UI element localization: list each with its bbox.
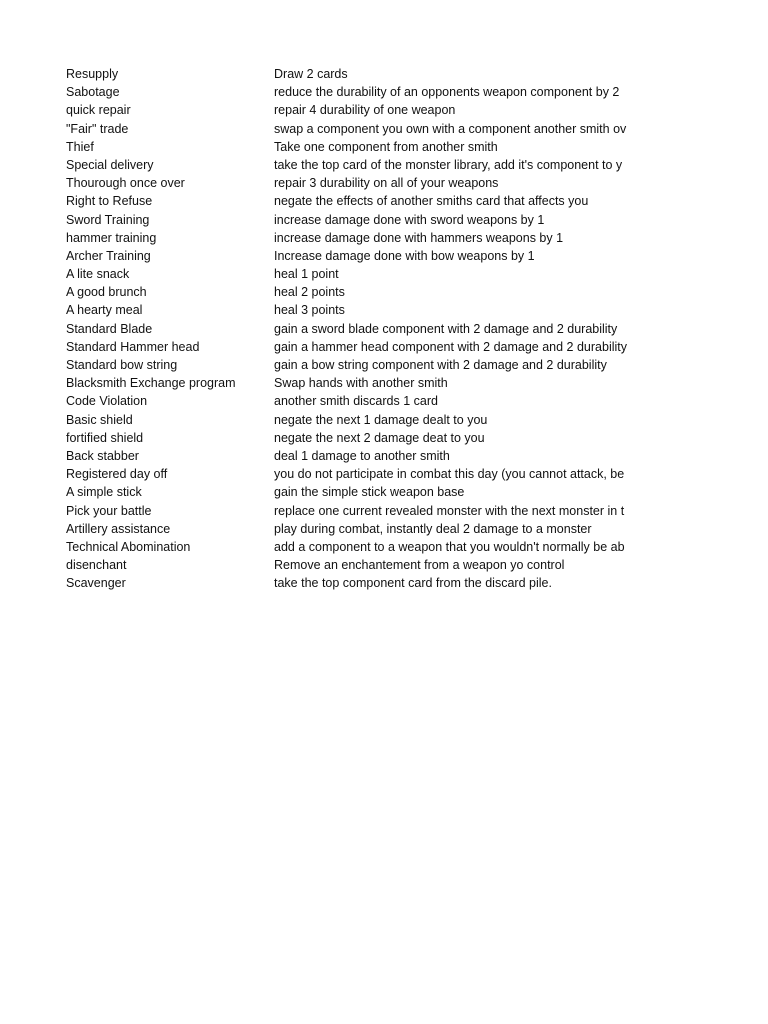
card-name: Resupply — [66, 67, 119, 81]
card-name: Basic shield — [66, 412, 133, 427]
card-name: Back stabber — [66, 448, 139, 463]
table-row — [66, 211, 646, 229]
card-name: Thief — [66, 139, 94, 154]
card-name: disenchant — [66, 558, 127, 573]
table-row — [66, 301, 646, 319]
card-effect: play during combat, instantly deal 2 damage to a monster — [274, 521, 592, 536]
card-effect: negate the effects of another smiths card that affects you — [274, 194, 589, 209]
card-name: fortified shield — [66, 430, 144, 445]
table-row — [66, 520, 646, 538]
card-name: A hearty meal — [66, 303, 143, 318]
card-name: Sword Training — [66, 212, 150, 227]
card-name: A good brunch — [66, 285, 147, 300]
card-name: Thourough once over — [66, 176, 185, 191]
card-name: Standard Blade — [66, 321, 153, 336]
card-effect: increase damage done with sword weapons by 1 — [274, 212, 545, 227]
table-row — [66, 502, 646, 520]
table-row — [66, 374, 646, 392]
card-effect: deal 1 damage to another smith — [274, 448, 450, 463]
table-row — [66, 538, 646, 556]
card-effect: Take one component from another smith — [274, 139, 498, 154]
card-effect: you do not participate in combat this day (you cannot attack, be — [274, 467, 625, 482]
card-name: Right to Refuse — [66, 194, 153, 209]
table-row — [66, 101, 646, 119]
table-row — [66, 574, 646, 592]
card-effect: Increase damage done with bow weapons by 1 — [274, 248, 535, 263]
card-name: Technical Abomination — [66, 539, 191, 554]
table-row — [66, 556, 646, 574]
card-effect: heal 3 points — [274, 303, 345, 318]
card-effect: reduce the durability of an opponents weapon component by 2 — [274, 85, 620, 100]
card-list — [66, 65, 646, 592]
card-effect: gain the simple stick weapon base — [274, 485, 465, 500]
table-row — [66, 429, 646, 447]
card-name: Pick your battle — [66, 503, 152, 518]
card-effect: repair 4 durability of one weapon — [274, 103, 456, 118]
table-row — [66, 320, 646, 338]
table-row — [66, 265, 646, 283]
card-name: A lite snack — [66, 267, 130, 282]
card-name: Sabotage — [66, 85, 120, 100]
card-effect: negate the next 1 damage dealt to you — [274, 412, 488, 427]
card-effect: swap a component you own with a component another smith ov — [274, 121, 627, 136]
card-name: Special delivery — [66, 157, 154, 172]
card-name: A simple stick — [66, 485, 142, 500]
table-row — [66, 411, 646, 429]
table-row — [66, 83, 646, 101]
card-name: quick repair — [66, 103, 131, 118]
card-name: Registered day off — [66, 467, 168, 482]
card-effect: increase damage done with hammers weapons by 1 — [274, 230, 564, 245]
card-name: hammer training — [66, 230, 157, 245]
card-name: Standard bow string — [66, 358, 178, 372]
table-row — [66, 465, 646, 483]
table-row — [66, 283, 646, 301]
table-row — [66, 447, 646, 465]
table-row — [66, 483, 646, 501]
card-effect: gain a hammer head component with 2 damage and 2 durability — [274, 339, 627, 354]
card-effect: Draw 2 cards — [274, 67, 348, 81]
table-row — [66, 65, 646, 83]
card-effect: gain a sword blade component with 2 damage and 2 durability — [274, 321, 618, 336]
card-effect: negate the next 2 damage deat to you — [274, 430, 485, 445]
card-name: Blacksmith Exchange program — [66, 376, 236, 391]
card-effect: another smith discards 1 card — [274, 394, 438, 409]
card-effect: take the top component card from the discard pile. — [274, 576, 552, 591]
card-name: Archer Training — [66, 248, 151, 263]
table-row — [66, 192, 646, 210]
card-effect: take the top card of the monster library, add it's component to y — [274, 157, 623, 172]
card-effect: heal 2 points — [274, 285, 345, 300]
table-row — [66, 174, 646, 192]
card-name: Code Violation — [66, 394, 148, 409]
card-effect: replace one current revealed monster with the next monster in t — [274, 503, 625, 518]
table-row — [66, 229, 646, 247]
card-name: "Fair" trade — [66, 121, 129, 136]
card-name: Standard Hammer head — [66, 339, 200, 354]
table-row — [66, 120, 646, 138]
table-row — [66, 247, 646, 265]
table-row — [66, 356, 646, 374]
card-name: Scavenger — [66, 576, 126, 591]
card-name: Artillery assistance — [66, 521, 171, 536]
table-row — [66, 156, 646, 174]
table-row — [66, 138, 646, 156]
card-effect: gain a bow string component with 2 damage and 2 durability — [274, 358, 607, 372]
table-row — [66, 338, 646, 356]
card-effect: Swap hands with another smith — [274, 376, 448, 391]
card-effect: Remove an enchantement from a weapon yo control — [274, 558, 565, 573]
card-effect: heal 1 point — [274, 267, 339, 282]
table-row — [66, 392, 646, 410]
card-effect: add a component to a weapon that you wouldn't normally be ab — [274, 539, 625, 554]
card-effect: repair 3 durability on all of your weapons — [274, 176, 499, 191]
